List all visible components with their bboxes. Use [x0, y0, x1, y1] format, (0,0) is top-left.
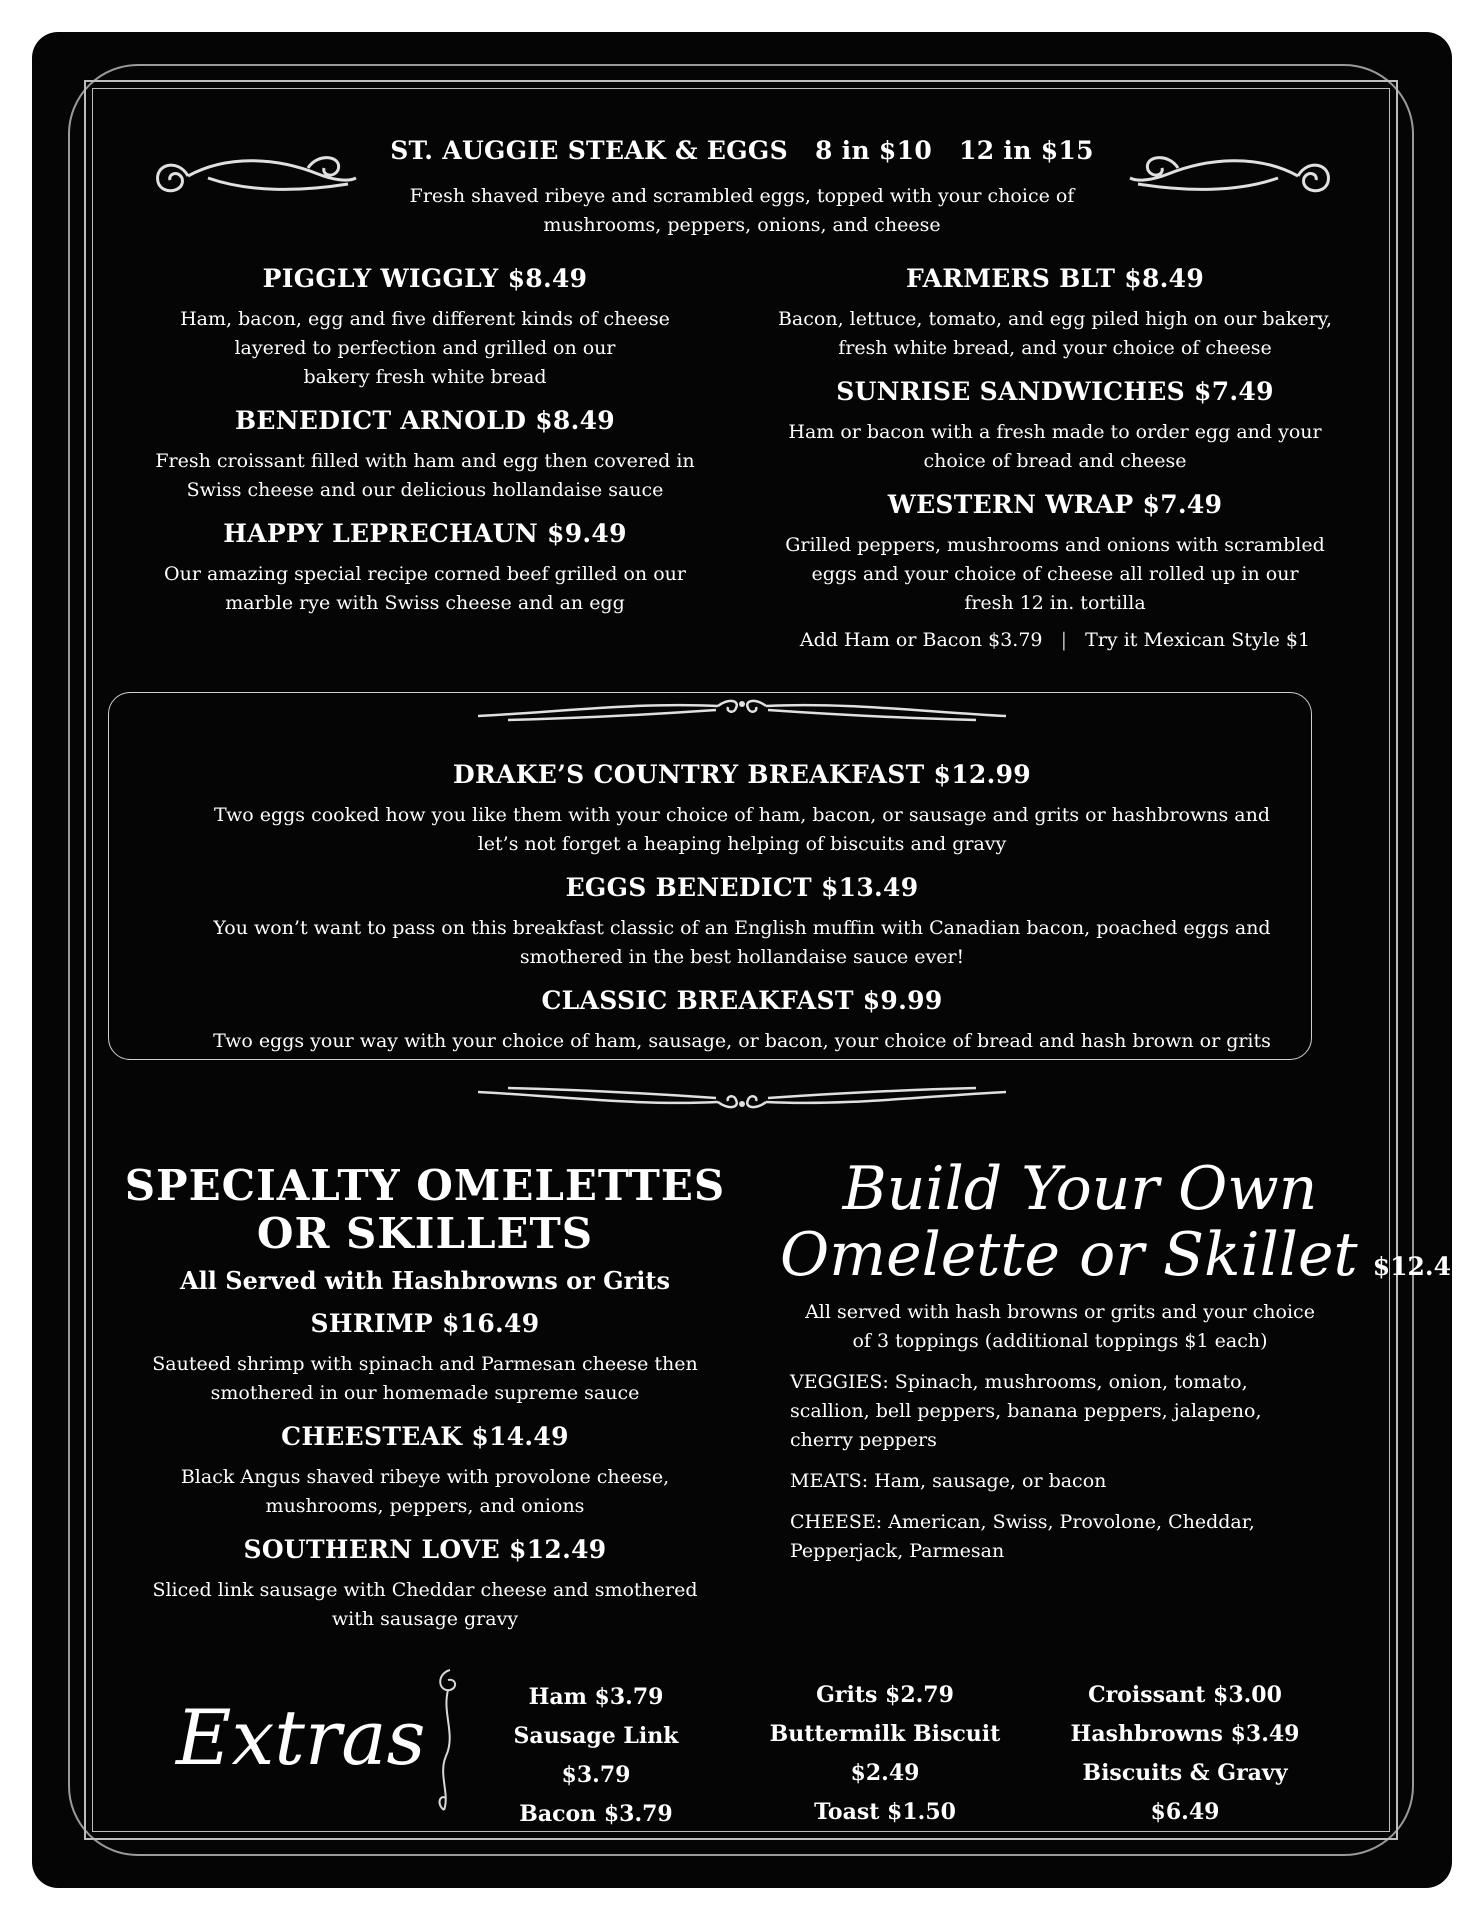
item-title: BENEDICT ARNOLD $8.49	[234, 406, 616, 435]
item-description: Ham or bacon with a fresh made to order egg and your choice of bread and cheese	[788, 421, 1322, 472]
bottom-divider-ornament-icon	[478, 1084, 1006, 1112]
item-title: SOUTHERN LOVE $12.49	[243, 1535, 607, 1564]
extras-col-3: Croissant $3.00 Hashbrowns $3.49 Biscuits & Gravy $6.49	[1070, 1682, 1300, 1825]
item-description: Bacon, lettuce, tomato, and egg piled high on our bakery, fresh white bread, and your choice of cheese	[777, 308, 1333, 359]
build-price: $12.49	[1372, 1252, 1469, 1281]
item-description: Ham, bacon, egg and five different kinds of cheese layered to perfection and grilled on our bakery fresh white bread	[180, 308, 670, 388]
extras-col-1: Ham $3.79 Sausage Link $3.79 Bacon $3.79	[513, 1684, 679, 1827]
item-title: PIGGLY WIGGLY $8.49	[262, 264, 588, 293]
left-sandwich-column	[130, 264, 720, 618]
extras-heading: Extras	[176, 1693, 426, 1782]
item-description: Fresh croissant filled with ham and egg then covered in Swiss cheese and our delicious hollandaise sauce	[155, 450, 695, 501]
item-description: Two eggs cooked how you like them with your choice of ham, bacon, or sausage and grits or hashbrowns and let’s not forget a heaping helping of biscuits and gravy	[213, 804, 1270, 855]
steak-eggs-description: Fresh shaved ribeye and scrambled eggs, topped with your choice of mushrooms, peppers, onions, and cheese	[409, 185, 1075, 236]
item-title: SUNRISE SANDWICHES $7.49	[836, 377, 1274, 406]
item-description: Sliced link sausage with Cheddar cheese and smothered with sausage gravy	[152, 1579, 698, 1630]
specialty-subheading: All Served with Hashbrowns or Grits	[180, 1266, 670, 1295]
item-title: FARMERS BLT $8.49	[905, 264, 1205, 293]
item-title: EGGS BENEDICT $13.49	[565, 873, 919, 902]
steak-eggs-title: ST. AUGGIE STEAK & EGGS 8 in $10 12 in $15	[390, 136, 1094, 165]
item-description: Black Angus shaved ribeye with provolone cheese, mushrooms, peppers, and onions	[180, 1466, 670, 1517]
add-ons-line: Add Ham or Bacon $3.79 | Try it Mexican Style $1	[799, 629, 1311, 651]
item-title: CHEESTEAK $14.49	[281, 1422, 569, 1451]
build-veggies: VEGGIES: Spinach, mushrooms, onion, tomato, scallion, bell peppers, banana peppers, jalapeno, cherry peppers	[790, 1371, 1262, 1451]
build-heading-line2: Omelette or Skillet $12.49	[780, 1220, 1469, 1290]
item-description: Grilled peppers, mushrooms and onions with scrambled eggs and your choice of cheese all rolled up in our fresh 12 in. tortilla	[785, 534, 1325, 614]
extras-col-2: Grits $2.79 Buttermilk Biscuit $2.49 Toast $1.50	[769, 1682, 1001, 1825]
build-your-own-section	[780, 1154, 1469, 1566]
combo-breakfast-list	[140, 760, 1344, 1056]
build-meats: MEATS: Ham, sausage, or bacon	[790, 1470, 1107, 1492]
item-title: WESTERN WRAP $7.49	[887, 490, 1223, 519]
item-description: Our amazing special recipe corned beef grilled on our marble rye with Swiss cheese and an egg	[164, 563, 686, 614]
item-description: You won’t want to pass on this breakfast classic of an English muffin with Canadian bacon, poached eggs and smothered in the best hollandaise sauce ever!	[213, 917, 1271, 968]
specialty-omelettes-section	[120, 1162, 730, 1634]
build-cheese: CHEESE: American, Swiss, Provolone, Cheddar, Pepperjack, Parmesan	[790, 1511, 1255, 1562]
build-heading-line1: Build Your Own	[842, 1154, 1318, 1224]
build-subheading: All served with hash browns or grits and your choice of 3 toppings (additional toppings $1 each)	[805, 1301, 1315, 1352]
item-description: Sauteed shrimp with spinach and Parmesan cheese then smothered in our homemade supreme sauce	[152, 1353, 698, 1404]
item-title: CLASSIC BREAKFAST $9.99	[541, 986, 943, 1015]
item-title: DRAKE’S COUNTRY BREAKFAST $12.99	[453, 760, 1031, 789]
item-description: Two eggs your way with your choice of ham, sausage, or bacon, your choice of bread and hash brown or grits	[213, 1030, 1271, 1052]
specialty-heading: SPECIALTY OMELETTES OR SKILLETS	[124, 1161, 726, 1258]
item-title: HAPPY LEPRECHAUN $9.49	[223, 519, 627, 548]
item-title: SHRIMP $16.49	[310, 1309, 540, 1338]
right-sandwich-column	[760, 264, 1350, 655]
extras-flourish-icon	[430, 1664, 464, 1814]
